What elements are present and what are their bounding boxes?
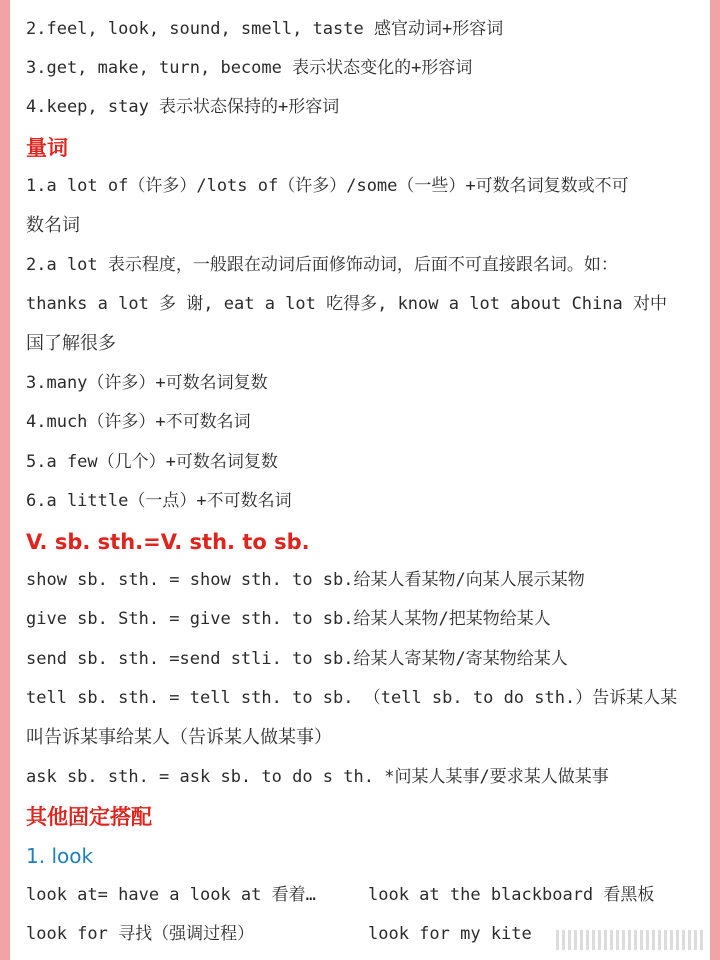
watermark (556, 930, 706, 950)
section-heading: 量词 (26, 136, 68, 160)
text-line: look at= have a look at 看着… (26, 885, 316, 905)
text-line: ask sb. sth. = ask sb. to do s th. *问某人某事/要求某人做某事 (26, 767, 609, 787)
text-line: 国了解很多 (26, 333, 116, 354)
text-line: 3.get, make, turn, become 表示状态变化的+形容词 (26, 58, 473, 78)
text-line: 5.a few（几个）+可数名词复数 (26, 452, 278, 472)
text-line: 1.a lot of（许多）/lots of（许多）/some（一些）+可数名词复数或不可 (26, 176, 629, 196)
text-line: look for 寻找（强调过程） (26, 924, 255, 944)
text-line: thanks a lot 多 谢, eat a lot 吃得多, know a lot about China 对中 (26, 294, 667, 314)
subsection-heading: 1. look (26, 844, 94, 868)
text-line: 3.many（许多）+可数名词复数 (26, 373, 268, 393)
text-line: 2.a lot 表示程度，一般跟在动词后面修饰动词，后面不可直接跟名词。如： (26, 255, 618, 275)
document-page (10, 0, 710, 960)
text-line: tell sb. sth. = tell sth. to sb. （tell sb. to do sth.）告诉某人某 (26, 688, 678, 708)
text-line: 4.much（许多）+不可数名词 (26, 412, 251, 432)
text-line: send sb. sth. =send stli. to sb.给某人寄某物/寄某物给某人 (26, 649, 568, 669)
text-line: look at the blackboard 看黑板 (368, 885, 655, 905)
section-heading: 其他固定搭配 (26, 805, 152, 829)
text-line: look for my kite (368, 924, 532, 944)
text-line: 4.keep, stay 表示状态保持的+形容词 (26, 97, 340, 117)
section-heading: V. sb. sth.=V. sth. to sb. (26, 530, 310, 554)
text-line: show sb. sth. = show sth. to sb.给某人看某物/向某人展示某物 (26, 570, 585, 590)
text-line: 叫告诉某事给某人（告诉某人做某事） (26, 727, 332, 748)
text-line: 6.a little（一点）+不可数名词 (26, 491, 292, 511)
text-line: 2.feel, look, sound, smell, taste 感官动词+形容词 (26, 19, 504, 39)
text-line: give sb. Sth. = give sth. to sb.给某人某物/把某物给某人 (26, 609, 551, 629)
text-line: 数名词 (26, 215, 80, 236)
